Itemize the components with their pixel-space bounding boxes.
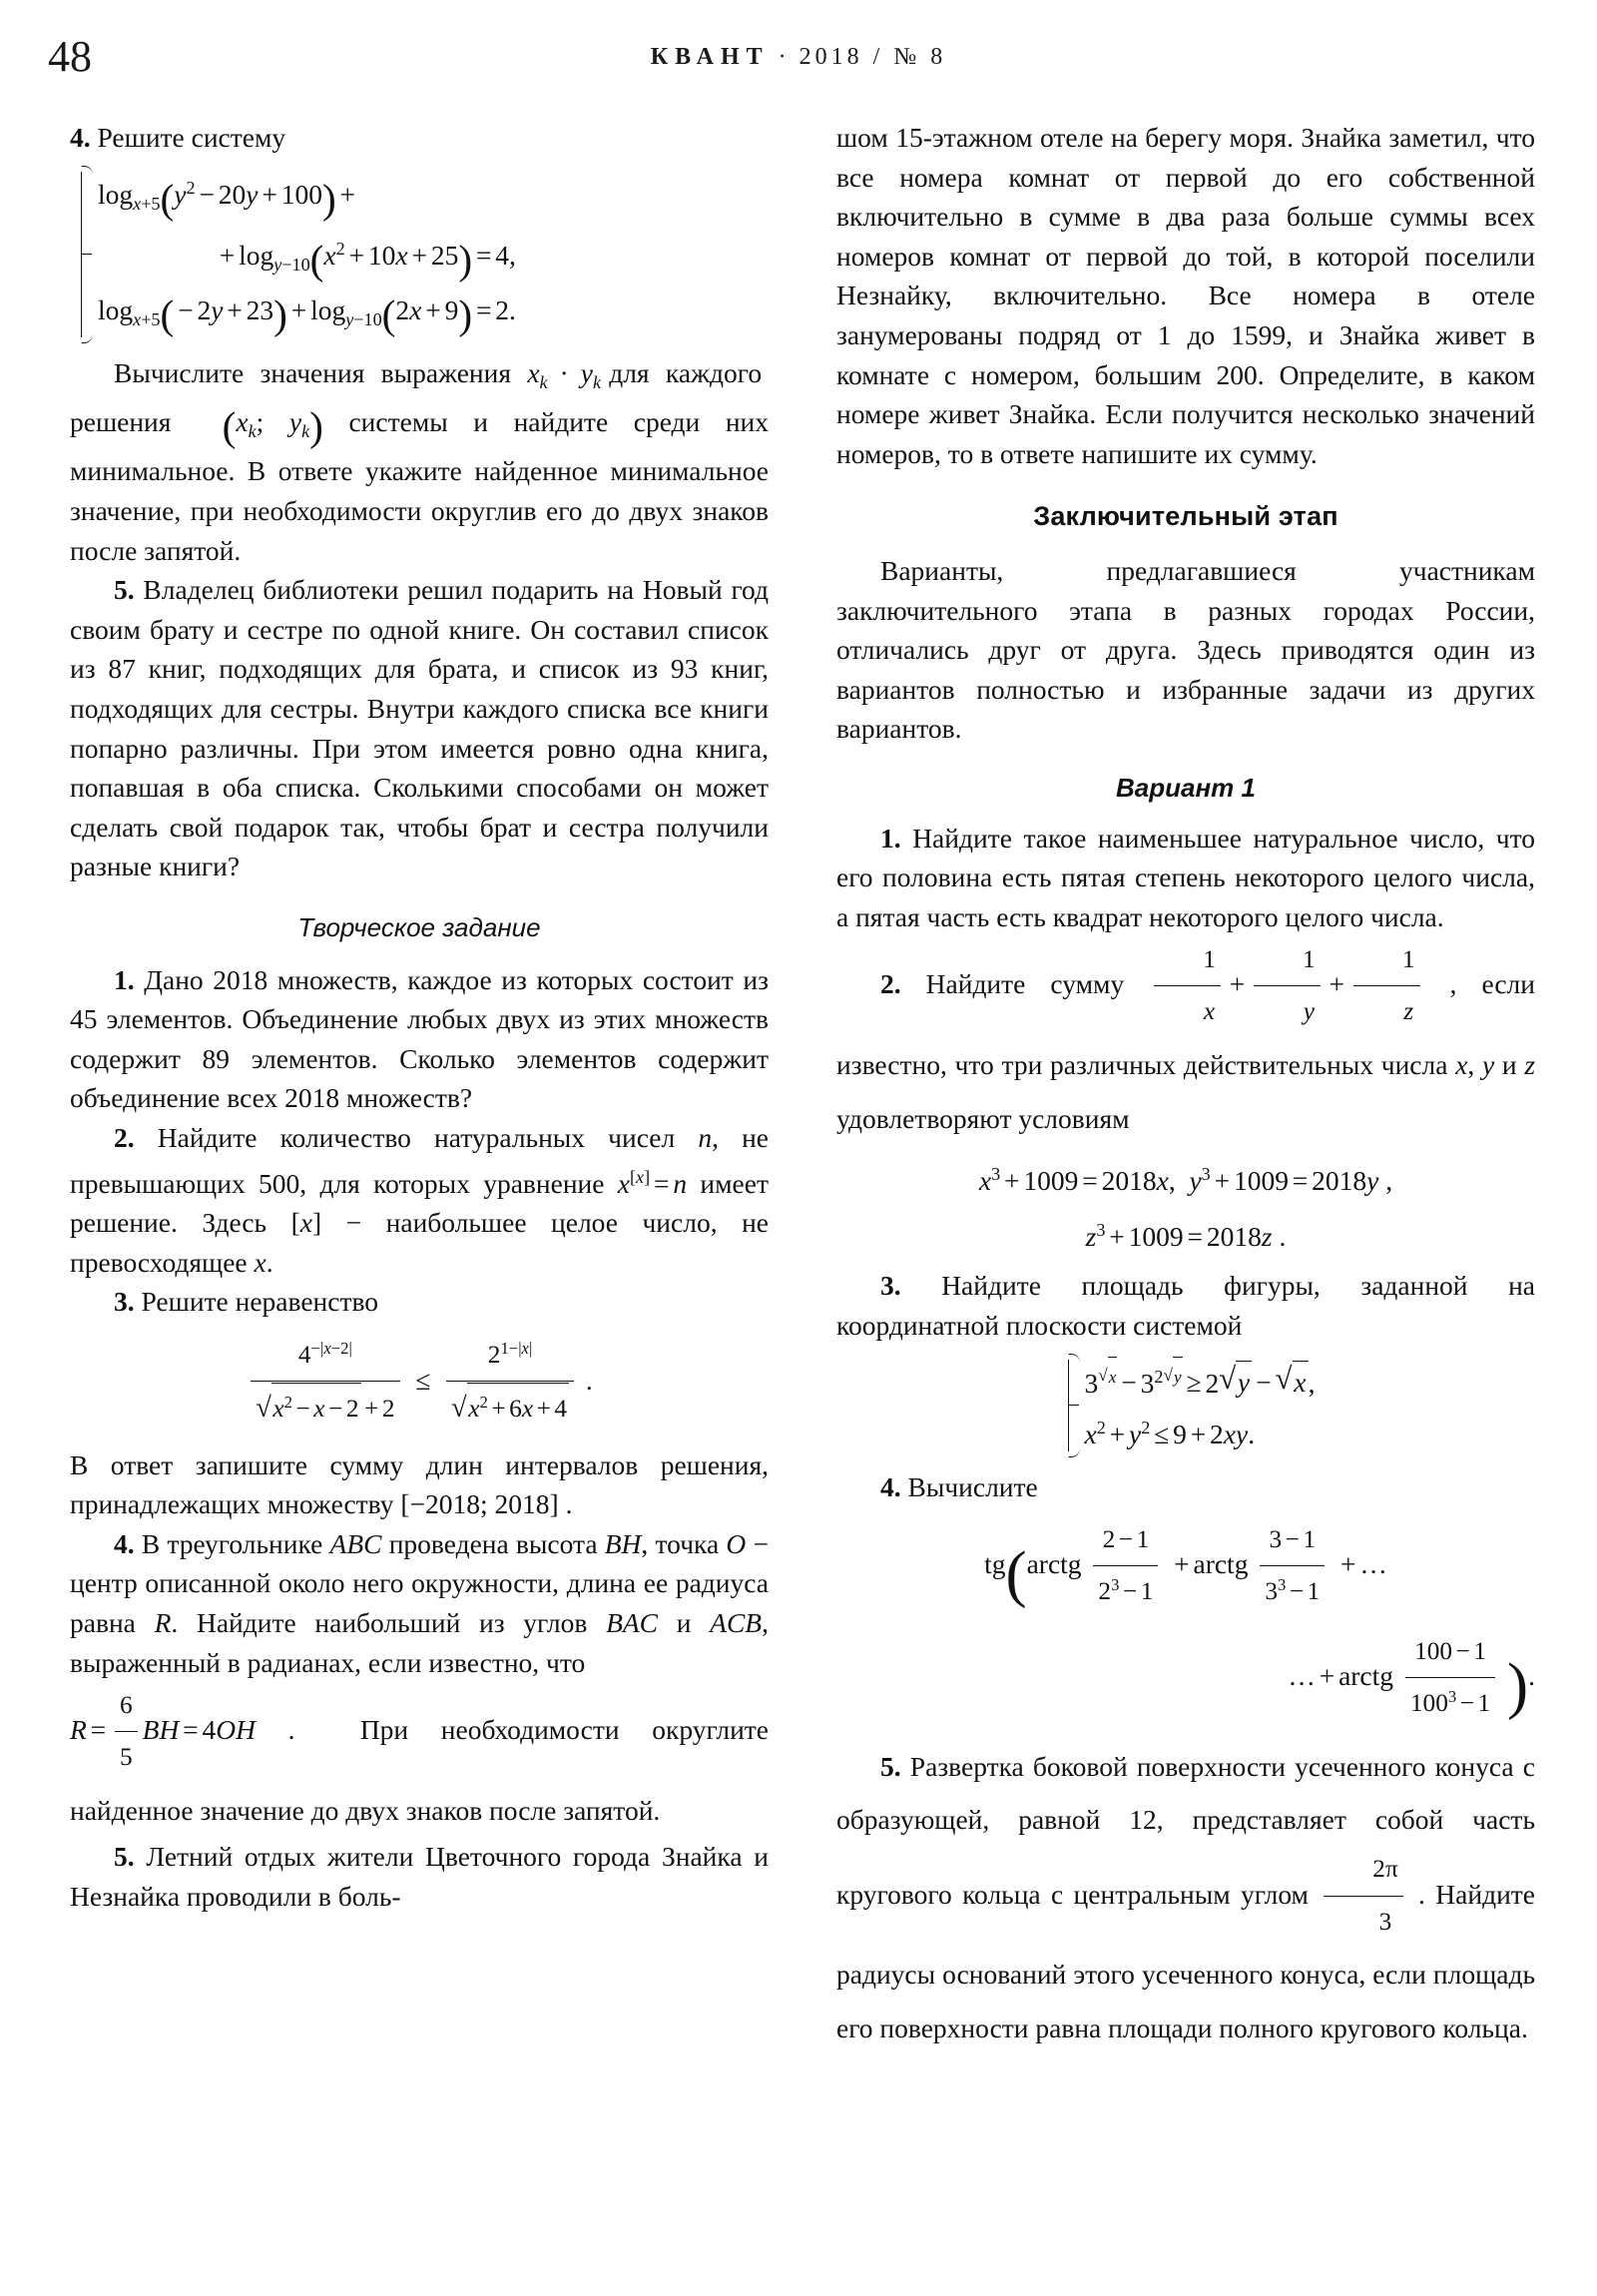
final-stage-intro: Варианты, предлагавшиеся участникам заключительного этапа в разных городах России, отличались друг от друга. Здесь приводятся один из вариантов полностью и избранные задачи из других вариантов.: [836, 554, 1535, 745]
variant-4-formula-line-2: … + arctg $\frac{100 - 1}{100^3 - 1}$ ).: [836, 1628, 1535, 1730]
creative-1-number: 1.: [114, 963, 135, 995]
variant-problem-3-text: Найдите площадь фигуры, заданной на координатной плоскости системой: [836, 1270, 1535, 1341]
creative-3-formula: $4^{-|x-2|}$ √ $x^2 - x - 2 + 2$ ≤ $2^{1-|x|}$ √ $x^2 + 6x + 4$ .: [70, 1332, 769, 1435]
system-row-3: $\log_{x+5}( - 2y + 23) + \log_{y-10}(2x + 9) = 2$.: [98, 291, 516, 338]
creative-3: [70, 1282, 769, 1322]
problem-5-number: 5.: [114, 574, 135, 606]
problem-5-body: [70, 570, 769, 886]
variant-problem-4-number: 4.: [880, 1470, 901, 1502]
running-head: [0, 40, 1597, 74]
creative-4-formula-line: R = $\frac{6}{5}$ BH = 4OH . При необходимости округлите найденное значение до двух знаков после запятой.: [70, 1690, 770, 1826]
creative-3-after: В ответ запишите сумму длин интервалов решения, принадлежащих множеству [−2018; 2018] .: [70, 1448, 769, 1520]
problem-4-heading-text: Решите систему: [97, 122, 286, 153]
variant-3-system-row-1: 3 √ $^x - 3^{2 √ y} \ge 2$ √ y − √ x,: [1085, 1354, 1316, 1407]
problem-5-continuation: шом 15-этажном отеле на берегу моря. Знайка заметил, что все номера комнат от первой до его собственной включительно в сумме в два раза больше суммы всех номеров комнат от первой до той, в которой поселили Незнайку, включительно. Все номера в отеле занумерованы подряд от 1 до 1599, и Знайка живет в комнате с номером, большим 200. Определите, в каком номере живет Знайка. Если получится несколько значений номеров, то в ответе напишите их сумму.: [836, 122, 1535, 469]
system-row-1: $\log_{x+5}(y^2 - 20y + 100)$ +: [98, 175, 356, 222]
creative-5: [70, 1837, 769, 1916]
creative-task-heading: Творческое задание: [297, 912, 541, 943]
variant-problem-5-number: 5.: [880, 1750, 901, 1782]
variant-4-formula-line-1: tg(arctg $\frac{2 - 1}{2^3 - 1}$ + arctg $\frac{3 - 1}{3^3 - 1}$ + …: [836, 1516, 1535, 1618]
creative-2-number: 2.: [114, 1121, 135, 1153]
problem-4-system: [70, 166, 769, 343]
page-number: 48: [48, 32, 92, 81]
variant-problem-4-text: Вычислите: [907, 1470, 1038, 1502]
variant-problem-1-number: 1.: [880, 822, 901, 854]
variant-problem-3: [836, 1266, 1535, 1345]
creative-4-number: 4.: [114, 1527, 135, 1559]
creative-3-text: Решите неравенство: [141, 1286, 379, 1318]
problem-5-text: Владелец библиотеки решил подарить на Новый год своим брату и сестре по одной книге. Он составил список из 87 книг, подходящих для брата, и список из 93 книг, подходящих для сестры. Внутри каждого списка все книги попарно различны. При этом имеется ровно одна книга, попавшая в оба списка. Сколькими способами он может сделать свой подарок так, чтобы брат и сестра получили разные книги?: [70, 574, 770, 882]
creative-4: 4. В треугольнике ABC проведена высота BH, точка O − центр описанной около него окружности, длина ее радиуса равна R. Найдите наибольший из углов BAC и ACB, выраженный в радианах, если известно, что: [70, 1527, 770, 1678]
problem-4-heading: [70, 118, 769, 158]
variant-problem-2: 2. Найдите сумму $\frac{1}{x}$ + $\frac{1}{y}$ + $\frac{1}{z}$ , если известно, что три различных действительных числа x, y и z удовлетворяют условиям: [836, 944, 1536, 1134]
problem-4-body: Вычислите значения выражения $x_k \cdot y_k$ для каждого решения ($x_k$; $y_k$) системы и найдите среди них минимальное. В ответе укажите найденное минимальное значение, при необходимости округлив его до двух знаков после запятой.: [70, 356, 770, 566]
variant-1-heading: Вариант 1: [1116, 772, 1256, 803]
creative-3-number: 3.: [114, 1286, 135, 1318]
creative-2: 2. Найдите количество натуральных чисел n, не превышающих 500, для которых уравнение x[x] = n имеет решение. Здесь [x] − наибольшее целое число, не превосходящее x.: [70, 1121, 769, 1278]
variant-problem-5: 5. Развертка боковой поверхности усеченного конуса с образующей, равной 12, представляет собой часть кругового кольца с центральным углом $\frac{2\pi}{3}$ . Найдите радиусы оснований этого усеченного конуса, если площадь его поверхности равна площади полного кругового кольца.: [836, 1750, 1536, 2044]
system-brace: [70, 166, 94, 343]
variant-3-system-row-2: $x^2 + y^2 \le 9 + 2xy$.: [1084, 1418, 1256, 1450]
creative-5-number: 5.: [114, 1841, 135, 1873]
variant-2-equation-2: $z^3 + 1009 = 2018z$ .: [1085, 1219, 1287, 1252]
variant-3-system: [836, 1354, 1535, 1457]
creative-1-text: Дано 2018 множеств, каждое из которых состоит из 45 элементов. Объединение любых двух из этих множеств содержит 89 элементов. Сколько элементов содержит объединение всех 2018 множеств?: [70, 963, 769, 1114]
variant-problem-1-text: Найдите такое наименьшее натуральное число, что его половина есть пятая степень некоторого целого числа, а пятая часть есть квадрат некоторого целого числа.: [836, 822, 1536, 932]
variant-problem-2-number: 2.: [880, 968, 901, 1000]
problem-4-number: 4.: [70, 122, 91, 153]
journal-title: КВАНТ: [650, 44, 770, 70]
variant-problem-4: [836, 1467, 1535, 1507]
variant-problem-3-number: 3.: [880, 1270, 901, 1302]
system-brace: [1057, 1354, 1081, 1457]
creative-1: [70, 960, 769, 1118]
left-column: [70, 118, 769, 1917]
creative-5-text: Летний отдых жители Цветочного города Знайка и Незнайка проводили в боль-: [70, 1841, 769, 1913]
right-column: [836, 118, 1535, 2055]
page-header: [0, 34, 1597, 80]
header-separator: ·: [778, 44, 791, 70]
final-stage-heading: Заключительный этап: [1033, 501, 1338, 532]
variant-problem-1: [836, 819, 1535, 937]
system-row-2: + $\log_{y-10}(x^2 + 10x + 25) = 4$,: [219, 236, 516, 283]
variant-2-equation-1: $x^3 + 1009 = 2018x$, $y^3 + 1009 = 2018y$ ,: [978, 1164, 1393, 1197]
issue-label: 2018 / № 8: [798, 44, 947, 70]
